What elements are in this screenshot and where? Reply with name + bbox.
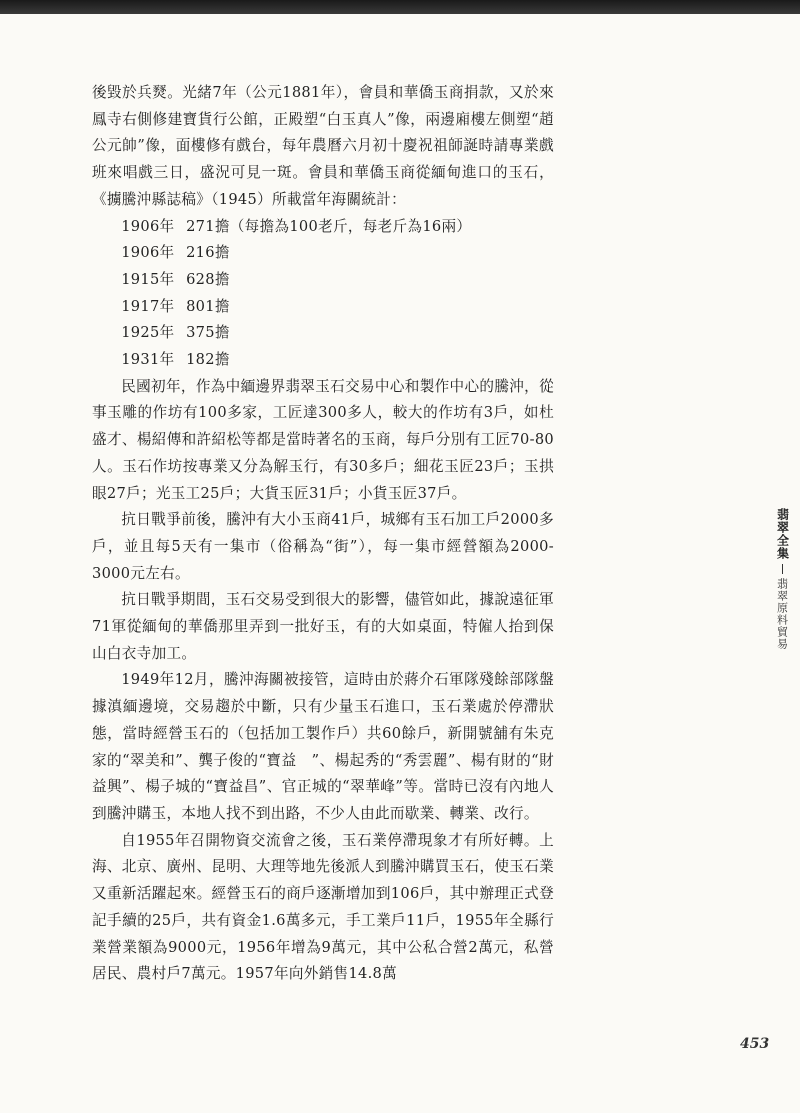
stat-amount: 375擔 — [186, 324, 230, 342]
customs-stats — [92, 214, 554, 374]
stat-row — [92, 267, 554, 294]
stat-row — [92, 214, 554, 241]
stat-amount: 801擔 — [186, 297, 230, 315]
stat-year: 1925年 — [121, 324, 175, 342]
side-running-head — [772, 508, 792, 650]
paragraph-1955: 自1955年召開物資交流會之後，玉石業停滯現象才有所好轉。上海、北京、廣州、昆明、大理等地先後派人到騰沖購買玉石，使玉石業又重新活躍起來。經營玉石的商戶逐漸增加到106戶，其中辦理正式登記手續的25戶，共有資金1.6萬多元，手工業戶11戶，1955年全縣行業營業額為9000元，1956年增為9萬元，其中公私合營2萬元，私營居民、農村戶7萬元。1957年向外銷售14.8萬 — [92, 831, 554, 983]
stat-row — [92, 347, 554, 374]
stat-row — [92, 240, 554, 267]
paragraph-early-republic: 民國初年，作為中緬邊界翡翠玉石交易中心和製作中心的騰沖，從事玉雕的作坊有100多家，工匠達300多人，較大的作坊有3戶，如杜盛才、楊紹傳和許紹松等都是當時著名的玉商，每戶分別有工匠70-80人。玉石作坊按專業又分為解玉行，有30多戶；細花玉匠23戶；玉拱眼27戶；光玉工25戶；大貨玉匠31戶；小貨玉匠37戶。 — [92, 377, 554, 502]
stat-year: 1915年 — [121, 270, 175, 288]
page-number: 453 — [740, 1036, 770, 1052]
paragraph-pre-war: 抗日戰爭前後，騰沖有大小玉商41戶，城鄉有玉石加工戶2000多戶，並且每5天有一集市（俗稱為“街”），每一集市經營額為2000-3000元左右。 — [92, 511, 554, 582]
body-text — [92, 80, 554, 988]
stat-amount: 628擔 — [186, 270, 230, 288]
paragraph-wartime: 抗日戰爭期間，玉石交易受到很大的影響，儘管如此，據說遠征軍71軍從緬甸的華僑那里弄到一批好玉，有的大如桌面，特僱人抬到保山白衣寺加工。 — [92, 591, 554, 662]
series-title: 翡翠全集 — [775, 508, 790, 560]
scan-edge — [0, 0, 800, 14]
stat-amount: 216擔 — [186, 244, 230, 262]
stat-amount: 182擔 — [186, 351, 230, 369]
stat-year: 1906年 — [121, 217, 175, 235]
stat-year: 1906年 — [121, 244, 175, 262]
paragraph-intro: 後毀於兵燹。光緒7年（公元1881年），會員和華僑玉商捐款，又於來鳳寺右側修建寶貨行公館，正殿塑“白玉真人”像，兩邊廂樓左側塑“趙公元帥”像，面樓修有戲台，每年農曆六月初十慶祝祖師誕時請專業戲班來唱戲三日，盛況可見一斑。會員和華僑玉商從緬甸進口的玉石，《擄騰沖縣誌稿》（1945）所載當年海關統計： — [92, 84, 554, 208]
chapter-title: 翡翠原料貿易 — [775, 578, 789, 650]
stat-row — [92, 320, 554, 347]
stat-year: 1917年 — [121, 297, 175, 315]
stat-year: 1931年 — [121, 351, 175, 369]
stat-row — [92, 294, 554, 321]
paragraph-1949: 1949年12月，騰沖海關被接管，這時由於蔣介石軍隊殘餘部隊盤據滇緬邊境，交易趨於中斷，只有少量玉石進口，玉石業處於停滯狀態，當時經營玉石的（包括加工製作戶）共60餘戶，新開號舖有朱克家的“翠美和”、龔子俊的“寶益 ”、楊起秀的“秀雲麗”、楊有財的“財益興”、楊子城的“寶益昌”、官正城的“翠華峰”等。當時已沒有內地人到騰沖購玉，本地人找不到出路，不少人由此而歇業、轉業、改行。 — [92, 671, 554, 822]
stat-amount: 271擔（每擔為100老斤，每老斤為16兩） — [186, 217, 472, 235]
side-divider — [782, 564, 783, 574]
